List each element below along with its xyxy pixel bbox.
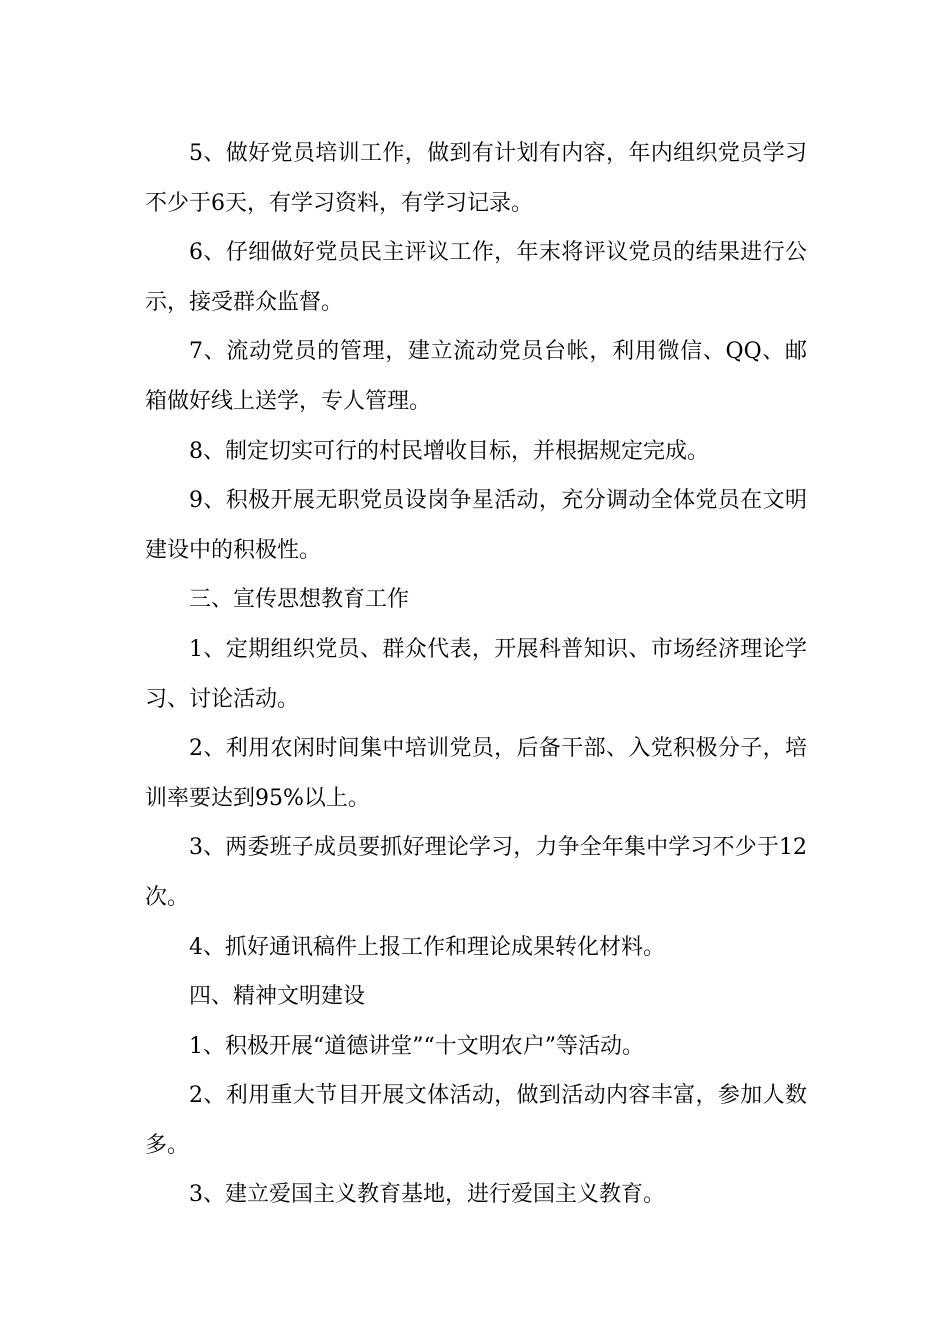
paragraph-item-2: 2、利用农闲时间集中培训党员，后备干部、入党积极分子，培训率要达到95%以上。: [145, 736, 807, 811]
paragraph-item-7: 7、流动党员的管理，建立流动党员台帐，利用微信、QQ、邮箱做好线上送学，专人管理。: [145, 339, 807, 414]
paragraph-item-8: 8、制定切实可行的村民增收目标，并根据规定完成。: [189, 438, 709, 464]
paragraph-item-1b: 1、积极开展“道德讲堂”“十文明农户”等活动。: [189, 1033, 644, 1059]
paragraph-item-4: 4、抓好通讯稿件上报工作和理论成果转化材料。: [189, 934, 665, 960]
paragraph-item-5: 5、做好党员培训工作，做到有计划有内容，年内组织党员学习不少于6天，有学习资料，有学习记录。: [145, 141, 807, 216]
paragraph-item-2b: 2、利用重大节目开展文体活动，做到活动内容丰富，参加人数多。: [145, 1083, 807, 1158]
paragraph-item-3: 3、两委班子成员要抓好理论学习，力争全年集中学习不少于12次。: [145, 835, 807, 910]
section-heading-3: 三、宣传思想教育工作: [189, 587, 410, 613]
paragraph-item-1: 1、定期组织党员、群众代表，开展科普知识、市场经济理论学习、讨论活动。: [145, 636, 807, 712]
paragraph-item-3b: 3、建立爱国主义教育基地，进行爱国主义教育。: [189, 1182, 665, 1208]
section-heading-4: 四、精神文明建设: [189, 984, 366, 1010]
paragraph-item-9: 9、积极开展无职党员设岗争星活动，充分调动全体党员在文明建设中的积极性。: [145, 488, 807, 563]
document-body: [145, 129, 807, 1220]
paragraph-item-6: 6、仔细做好党员民主评议工作，年末将评议党员的结果进行公示，接受群众监督。: [145, 240, 807, 315]
